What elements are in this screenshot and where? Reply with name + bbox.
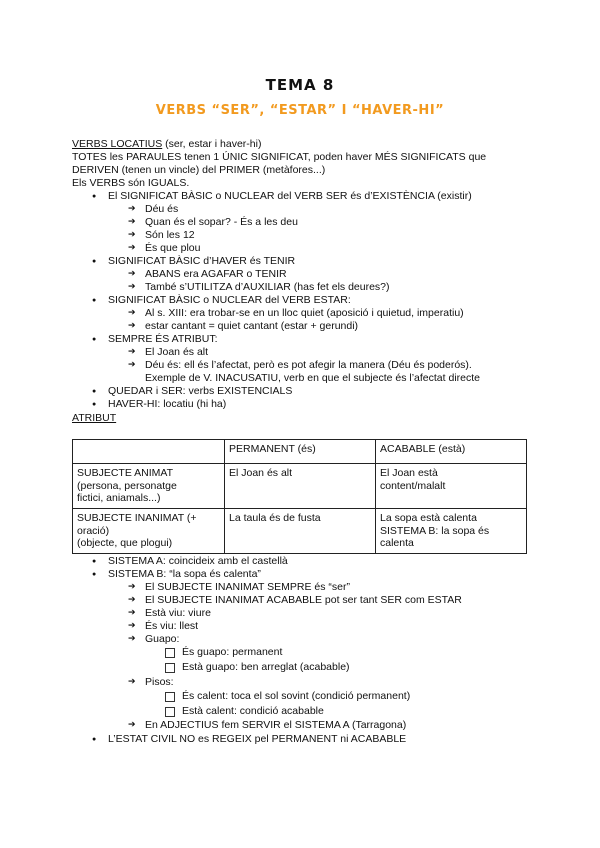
intro-line-2: DERIVEN (tenen un vincle) del PRIMER (metàfores...) — [72, 164, 326, 176]
sub-item: Pisos: — [145, 676, 174, 688]
sub-item: També s’UTILITZA d’AUXILIAR (has fet els deures?) — [145, 281, 390, 293]
page-title: TEMA 8 — [265, 76, 335, 94]
sub-item: estar cantant = quiet cantant (estar + gerundi) — [145, 320, 359, 332]
intro-line-3: Els VERBS són IGUALS. — [72, 177, 190, 189]
table-row — [73, 464, 527, 509]
list-item: QUEDAR i SER: verbs EXISTENCIALS — [108, 385, 293, 397]
sub-item: El Joan és alt — [145, 346, 209, 358]
sub-item: És viu: llest — [145, 620, 199, 632]
intro-heading-line — [72, 138, 261, 151]
sub-item: Són les 12 — [145, 229, 195, 241]
table-cell: La sopa està calenta SISTEMA B: la sopa és calenta — [376, 509, 527, 554]
sub-item: El SUBJECTE INANIMAT SEMPRE és “ser” — [145, 581, 350, 593]
checkbox-label: Està guapo: ben arreglat (acabable) — [182, 661, 350, 673]
sub-item-continuation: Exemple de V. INACUSATIU, verb en que el subjecte és l’afectat directe — [145, 372, 481, 384]
list-item: SIGNIFICAT BÀSIC o NUCLEAR del VERB ESTAR: — [108, 294, 351, 306]
list-item: L’ESTAT CIVIL NO es REGEIX pel PERMANENT ni ACABABLE — [108, 733, 407, 745]
list-item: SEMPRE ÉS ATRIBUT: — [108, 333, 218, 345]
bullet-icon: ● — [92, 736, 97, 743]
table-header-cell: PERMANENT (és) — [225, 440, 376, 464]
arrow-icon: ➔ — [128, 594, 136, 604]
sub-item: És que plou — [145, 242, 201, 254]
arrow-icon: ➔ — [128, 307, 136, 317]
sub-item: Déu és — [145, 203, 179, 215]
sub-item: ABANS era AGAFAR o TENIR — [145, 268, 287, 280]
list-item: SISTEMA A: coincideix amb el castellà — [108, 555, 288, 567]
checkbox[interactable] — [165, 692, 175, 702]
arrow-icon: ➔ — [128, 281, 136, 291]
sub-item: En ADJECTIUS fem SERVIR el SISTEMA A (Tarragona) — [145, 719, 407, 731]
bullet-icon: ● — [92, 571, 97, 578]
arrow-icon: ➔ — [128, 581, 136, 591]
arrow-icon: ➔ — [128, 320, 136, 330]
page-subtitle: VERBS “SER”, “ESTAR” I “HAVER-HI” — [155, 103, 445, 118]
arrow-icon: ➔ — [128, 242, 136, 252]
checkbox[interactable] — [165, 663, 175, 673]
table-header-row — [73, 440, 527, 464]
verbs-locatius-note: (ser, estar i haver-hi) — [162, 138, 262, 150]
intro-line-1: TOTES les PARAULES tenen 1 ÚNIC SIGNIFICAT, poden haver MÉS SIGNIFICATS que — [72, 151, 487, 163]
arrow-icon: ➔ — [128, 719, 136, 729]
arrow-icon: ➔ — [128, 676, 136, 686]
sub-item: Guapo: — [145, 633, 180, 645]
bullet-icon: ● — [92, 258, 97, 265]
verbs-locatius-heading: VERBS LOCATIUS — [72, 138, 163, 150]
sub-item: El SUBJECTE INANIMAT ACABABLE pot ser tant SER com ESTAR — [145, 594, 462, 606]
bullet-icon: ● — [92, 401, 97, 408]
arrow-icon: ➔ — [128, 216, 136, 226]
list-item: SIGNIFICAT BÀSIC d’HAVER és TENIR — [108, 255, 296, 267]
list-item: HAVER-HI: locatiu (hi ha) — [108, 398, 227, 410]
bullet-icon: ● — [92, 388, 97, 395]
table-cell: El Joan és alt — [225, 464, 376, 509]
arrow-icon: ➔ — [128, 607, 136, 617]
checkbox-label: Està calent: condició acabable — [182, 705, 324, 717]
bullet-icon: ● — [92, 297, 97, 304]
arrow-icon: ➔ — [128, 346, 136, 356]
checkbox-label: És guapo: permanent — [182, 646, 283, 658]
table-cell: SUBJECTE INANIMAT (+ oració) (objecte, que plogui) — [73, 509, 225, 554]
checkbox-label: És calent: toca el sol sovint (condició permanent) — [182, 690, 411, 702]
atribut-heading: ATRIBUT — [72, 412, 117, 424]
arrow-icon: ➔ — [128, 229, 136, 239]
table-header-cell — [73, 440, 225, 464]
checkbox[interactable] — [165, 648, 175, 658]
arrow-icon: ➔ — [128, 203, 136, 213]
checkbox[interactable] — [165, 707, 175, 717]
arrow-icon: ➔ — [128, 620, 136, 630]
table-cell: SUBJECTE ANIMAT (persona, personatge fictici, aniamals...) — [73, 464, 225, 509]
bullet-icon: ● — [92, 558, 97, 565]
list-item: SISTEMA B: “la sopa és calenta” — [108, 568, 261, 580]
table-row — [73, 509, 527, 554]
sub-item: Quan és el sopar? - És a les deu — [145, 216, 298, 228]
atribut-table — [72, 439, 527, 554]
sub-item: Déu és: ell és l’afectat, però es pot afegir la manera (Déu és poderós). — [145, 359, 472, 371]
arrow-icon: ➔ — [128, 359, 136, 369]
bullet-icon: ● — [92, 193, 97, 200]
sub-item: Està viu: viure — [145, 607, 211, 619]
sub-item: Al s. XIII: era trobar-se en un lloc quiet (aposició i quietud, imperatiu) — [145, 307, 464, 319]
arrow-icon: ➔ — [128, 633, 136, 643]
arrow-icon: ➔ — [128, 268, 136, 278]
bullet-icon: ● — [92, 336, 97, 343]
table-cell: La taula és de fusta — [225, 509, 376, 554]
list-item: El SIGNIFICAT BÀSIC o NUCLEAR del VERB SER és d’EXISTÈNCIA (existir) — [108, 190, 472, 202]
table-header-cell: ACABABLE (està) — [376, 440, 527, 464]
table-cell: El Joan està content/malalt — [376, 464, 527, 509]
